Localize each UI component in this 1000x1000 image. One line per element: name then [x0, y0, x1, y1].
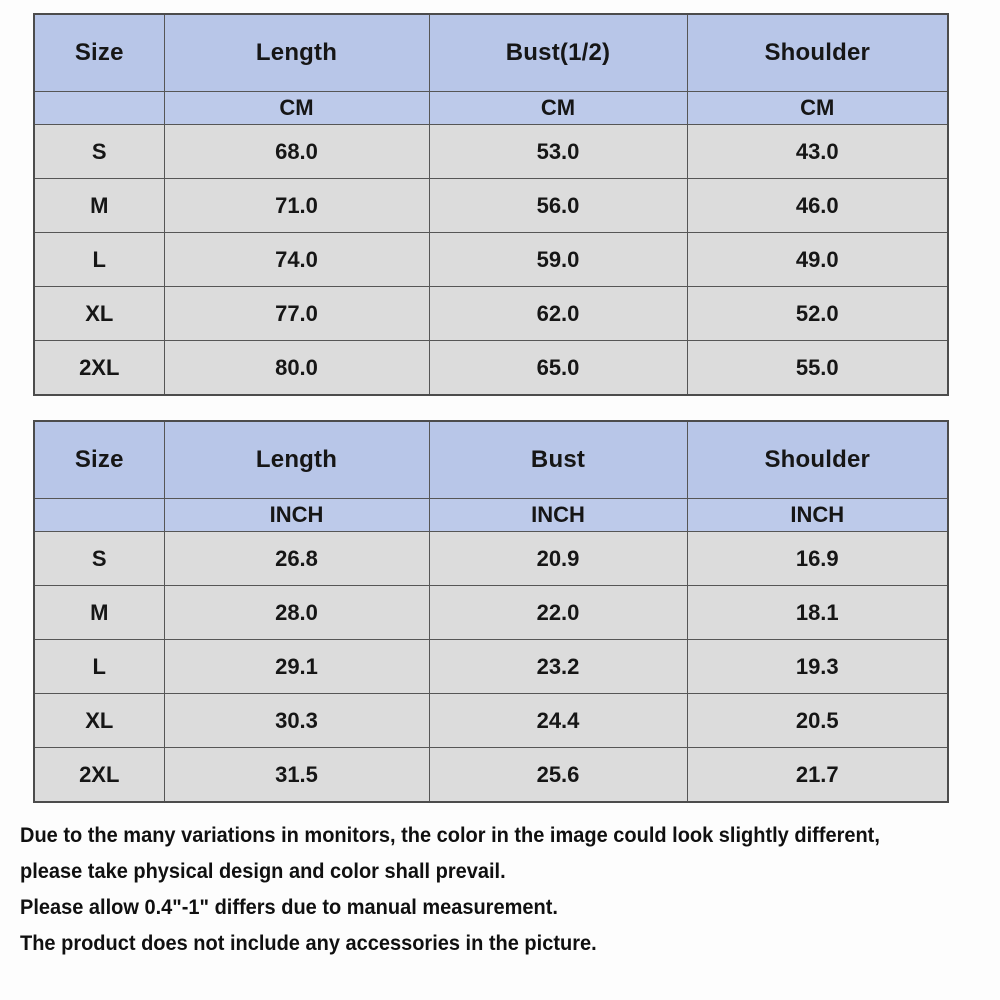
disclaimer-line-3: Please allow 0.4"-1" differs due to manual measurement. [20, 895, 558, 919]
cm-2xl-shoulder: 55.0 [687, 341, 948, 396]
inch-l-shoulder: 19.3 [687, 640, 948, 694]
inch-row-xl [34, 694, 948, 748]
inch-m-size: M [34, 586, 164, 640]
cm-header-bust: Bust(1/2) [429, 14, 687, 92]
inch-m-length: 28.0 [164, 586, 429, 640]
inch-2xl-size: 2XL [34, 748, 164, 803]
cm-m-shoulder: 46.0 [687, 179, 948, 233]
inch-s-shoulder: 16.9 [687, 532, 948, 586]
inch-xl-shoulder: 20.5 [687, 694, 948, 748]
cm-2xl-size: 2XL [34, 341, 164, 396]
cm-2xl-length: 80.0 [164, 341, 429, 396]
inch-unit-bust: INCH [429, 499, 687, 532]
inch-s-length: 26.8 [164, 532, 429, 586]
inch-unit-row [34, 499, 948, 532]
cm-s-shoulder: 43.0 [687, 125, 948, 179]
inch-row-l [34, 640, 948, 694]
cm-row-m [34, 179, 948, 233]
inch-header-shoulder: Shoulder [687, 421, 948, 499]
cm-header-length: Length [164, 14, 429, 92]
inch-unit-shoulder: INCH [687, 499, 948, 532]
inch-xl-length: 30.3 [164, 694, 429, 748]
cm-unit-row [34, 92, 948, 125]
disclaimer-line-4: The product does not include any accessories in the picture. [20, 931, 597, 955]
cm-s-length: 68.0 [164, 125, 429, 179]
cm-s-bust: 53.0 [429, 125, 687, 179]
cm-row-xl [34, 287, 948, 341]
size-chart-inch-table [33, 420, 949, 803]
inch-l-size: L [34, 640, 164, 694]
cm-header-row [34, 14, 948, 92]
disclaimer-line-2: please take physical design and color shall prevail. [20, 859, 506, 883]
inch-2xl-shoulder: 21.7 [687, 748, 948, 803]
cm-row-l [34, 233, 948, 287]
inch-l-bust: 23.2 [429, 640, 687, 694]
inch-s-size: S [34, 532, 164, 586]
inch-row-s [34, 532, 948, 586]
cm-unit-bust: CM [429, 92, 687, 125]
inch-2xl-bust: 25.6 [429, 748, 687, 803]
inch-header-size: Size [34, 421, 164, 499]
cm-header-shoulder: Shoulder [687, 14, 948, 92]
cm-row-2xl [34, 341, 948, 396]
cm-m-size: M [34, 179, 164, 233]
inch-header-bust: Bust [429, 421, 687, 499]
disclaimer-line-1: Due to the many variations in monitors, the color in the image could look slightly different, [20, 823, 880, 847]
cm-l-length: 74.0 [164, 233, 429, 287]
inch-row-2xl [34, 748, 948, 803]
cm-header-size: Size [34, 14, 164, 92]
inch-row-m [34, 586, 948, 640]
cm-unit-length: CM [164, 92, 429, 125]
cm-unit-shoulder: CM [687, 92, 948, 125]
size-chart-inch [33, 420, 947, 803]
cm-xl-size: XL [34, 287, 164, 341]
inch-unit-length: INCH [164, 499, 429, 532]
cm-unit-blank [34, 92, 164, 125]
cm-m-length: 71.0 [164, 179, 429, 233]
size-chart-cm-table [33, 13, 949, 396]
cm-xl-shoulder: 52.0 [687, 287, 948, 341]
cm-s-size: S [34, 125, 164, 179]
inch-m-bust: 22.0 [429, 586, 687, 640]
cm-xl-bust: 62.0 [429, 287, 687, 341]
cm-l-bust: 59.0 [429, 233, 687, 287]
cm-xl-length: 77.0 [164, 287, 429, 341]
cm-row-s [34, 125, 948, 179]
inch-s-bust: 20.9 [429, 532, 687, 586]
inch-xl-bust: 24.4 [429, 694, 687, 748]
cm-m-bust: 56.0 [429, 179, 687, 233]
inch-m-shoulder: 18.1 [687, 586, 948, 640]
inch-header-row [34, 421, 948, 499]
inch-2xl-length: 31.5 [164, 748, 429, 803]
cm-l-size: L [34, 233, 164, 287]
inch-header-length: Length [164, 421, 429, 499]
size-chart-cm [33, 13, 947, 396]
disclaimer-notes [20, 824, 1000, 968]
cm-l-shoulder: 49.0 [687, 233, 948, 287]
inch-l-length: 29.1 [164, 640, 429, 694]
inch-xl-size: XL [34, 694, 164, 748]
inch-unit-blank [34, 499, 164, 532]
cm-2xl-bust: 65.0 [429, 341, 687, 396]
